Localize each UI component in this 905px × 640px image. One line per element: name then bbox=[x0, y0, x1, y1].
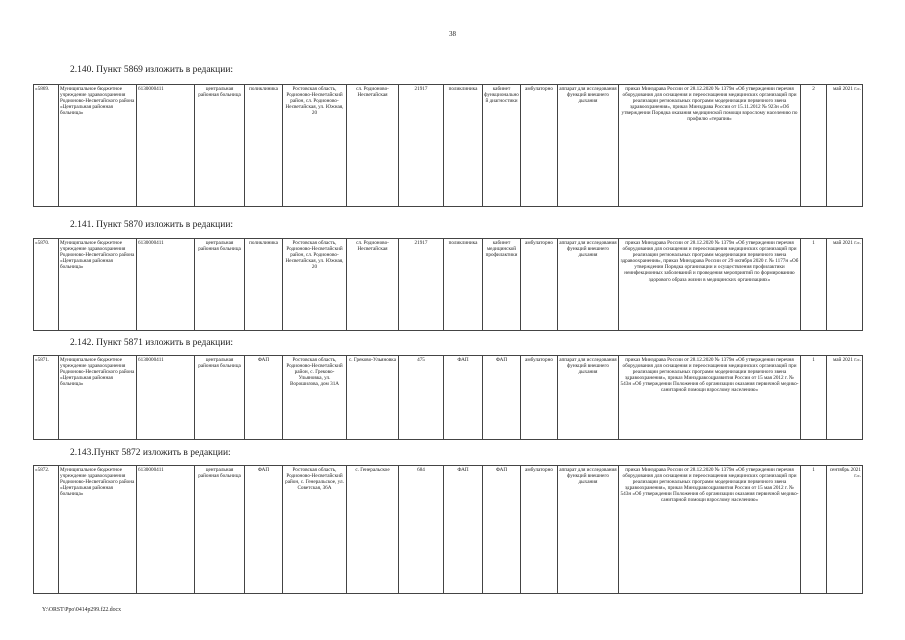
cell-care-form: амбулаторно bbox=[521, 239, 558, 331]
cell-settlement: с. Генеральское bbox=[347, 466, 399, 594]
cell-quantity: 1 bbox=[801, 466, 827, 594]
cell-deadline: сентябрь 2021 г.». bbox=[827, 466, 863, 594]
cell-org-type: центральная районная больница bbox=[195, 356, 245, 440]
cell-item-number: «5872. bbox=[34, 466, 59, 594]
table-row bbox=[34, 466, 863, 594]
cell-inn: 6130000411 bbox=[137, 466, 195, 594]
cell-item-number: «5871. bbox=[34, 356, 59, 440]
amendment-table bbox=[33, 84, 863, 207]
cell-item-number: «5870. bbox=[34, 239, 59, 331]
table-row bbox=[34, 85, 863, 207]
cell-equipment: аппарат для исследования функций внешнего дыхания bbox=[558, 85, 619, 207]
cell-division: ФАП bbox=[444, 356, 483, 440]
cell-address: Ростовская область, Родионово-Несветайский район, с. Генеральское, ул. Советская, 36А bbox=[283, 466, 347, 594]
cell-legal-basis: приказ Минздрава России от 28.12.2020 № 1379н «Об утверждении перечня оборудования для оснащения и переоснащения медицинских организаций при реализации региональных программ модернизации первичного звена здравоохранения», приказ Минздравсоцразвития России от 15 мая 2012 г. № 543н «Об утверждении Положения об организации оказания первичной медико-санитарной помощи взрослому населению» bbox=[619, 356, 801, 440]
table-row bbox=[34, 356, 863, 440]
cell-address: Ростовская область, Родионово-Несветайский район, сл. Родионово-Несветайская, ул. Южная, 20 bbox=[283, 239, 347, 331]
section-heading: 2.140. Пункт 5869 изложить в редакции: bbox=[70, 65, 234, 75]
cell-care-form: амбулаторно bbox=[521, 466, 558, 594]
amendment-table bbox=[33, 355, 863, 440]
cell-unit-type: ФАП bbox=[245, 356, 283, 440]
amendment-table bbox=[33, 465, 863, 594]
amendment-table bbox=[33, 238, 863, 331]
cell-cabinet: кабинет медицинской профилактики bbox=[483, 239, 521, 331]
cell-settlement: сл. Родионово-Несветайская bbox=[347, 239, 399, 331]
cell-unit-type: поликлиника bbox=[245, 85, 283, 207]
cell-population: 21917 bbox=[399, 85, 444, 207]
cell-org-type: центральная районная больница bbox=[195, 466, 245, 594]
cell-address: Ростовская область, Родионово-Несветайский район, сл. Родионово-Несветайская, ул. Южная, 20 bbox=[283, 85, 347, 207]
cell-legal-basis: приказ Минздрава России от 28.12.2020 № 1379н «Об утверждении перечня оборудования для оснащения и переоснащения медицинских организаций при реализации региональных программ модернизации первичного звена здравоохранения», приказ Минздрава России от 15.11.2012 № 923н «Об утверждении Порядка оказания медицинской помощи взрослому населению по профилю «терапия» bbox=[619, 85, 801, 207]
cell-org-type: центральная районная больница bbox=[195, 85, 245, 207]
cell-organization: Муниципальное бюджетное учреждение здравоохранения Родионово-Несветайского района «Центральная районная больница» bbox=[59, 239, 137, 331]
cell-equipment: аппарат для исследования функций внешнего дыхания bbox=[558, 239, 619, 331]
cell-legal-basis: приказ Минздрава России от 28.12.2020 № 1379н «Об утверждении перечня оборудования для оснащения и переоснащения медицинских организаций при реализации региональных программ модернизации первичного звена здравоохранения», приказ Минздравсоцразвития России от 15 мая 2012 г. № 543н «Об утверждении Положения об организации оказания первичной медико-санитарной помощи взрослому населению» bbox=[619, 466, 801, 594]
cell-inn: 6130000411 bbox=[137, 356, 195, 440]
section-heading: 2.143.Пункт 5872 изложить в редакции: bbox=[70, 448, 231, 458]
cell-address: Ростовская область, Родионово-Несветайский район, с. Греково-Ульяновка, ул. Ворошилова, дом 31А bbox=[283, 356, 347, 440]
cell-equipment: аппарат для исследования функций внешнего дыхания bbox=[558, 356, 619, 440]
cell-deadline: май 2021 г.». bbox=[827, 85, 863, 207]
cell-quantity: 1 bbox=[801, 356, 827, 440]
section-heading: 2.141. Пункт 5870 изложить в редакции: bbox=[70, 220, 234, 230]
cell-division: поликлиника bbox=[444, 239, 483, 331]
section-heading: 2.142. Пункт 5871 изложить в редакции: bbox=[70, 338, 234, 348]
cell-deadline: май 2021 г.». bbox=[827, 239, 863, 331]
cell-settlement: с. Греково-Ульяновка bbox=[347, 356, 399, 440]
file-path-footer: Y:\ORST\Ppo\0414p299.f22.docx bbox=[42, 607, 122, 613]
cell-unit-type: поликлиника bbox=[245, 239, 283, 331]
cell-organization: Муниципальное бюджетное учреждение здравоохранения Родионово-Несветайского района «Центральная районная больница» bbox=[59, 85, 137, 207]
table-row bbox=[34, 239, 863, 331]
cell-division: поликлиника bbox=[444, 85, 483, 207]
cell-org-type: центральная районная больница bbox=[195, 239, 245, 331]
cell-population: 21917 bbox=[399, 239, 444, 331]
cell-organization: Муниципальное бюджетное учреждение здравоохранения Родионово-Несветайского района «Центральная районная больница» bbox=[59, 356, 137, 440]
cell-population: 475 bbox=[399, 356, 444, 440]
cell-deadline: май 2021 г.». bbox=[827, 356, 863, 440]
cell-item-number: «5869. bbox=[34, 85, 59, 207]
cell-inn: 6130000411 bbox=[137, 85, 195, 207]
cell-cabinet: кабинет функциональной диагностики bbox=[483, 85, 521, 207]
cell-unit-type: ФАП bbox=[245, 466, 283, 594]
cell-cabinet: ФАП bbox=[483, 466, 521, 594]
cell-equipment: аппарат для исследования функций внешнего дыхания bbox=[558, 466, 619, 594]
cell-care-form: амбулаторно bbox=[521, 356, 558, 440]
cell-settlement: сл. Родионово-Несветайская bbox=[347, 85, 399, 207]
cell-division: ФАП bbox=[444, 466, 483, 594]
cell-quantity: 1 bbox=[801, 239, 827, 331]
cell-quantity: 2 bbox=[801, 85, 827, 207]
cell-inn: 6130000411 bbox=[137, 239, 195, 331]
cell-legal-basis: приказ Минздрава России от 28.12.2020 № 1379н «Об утверждении перечня оборудования для оснащения и переоснащения медицинских организаций при реализации региональных программ модернизации первичного звена здравоохранения», приказ Минздрава России от 29 октября 2020 г. № 1177н «Об утверждении Порядка организации и осуществления профилактики неинфекционных заболеваний и проведения мероприятий по формированию здорового образа жизни в медицинских организациях» bbox=[619, 239, 801, 331]
cell-care-form: амбулаторно bbox=[521, 85, 558, 207]
cell-cabinet: ФАП bbox=[483, 356, 521, 440]
cell-population: 684 bbox=[399, 466, 444, 594]
cell-organization: Муниципальное бюджетное учреждение здравоохранения Родионово-Несветайского района «Центральная районная больница» bbox=[59, 466, 137, 594]
page-number: 38 bbox=[449, 30, 456, 38]
